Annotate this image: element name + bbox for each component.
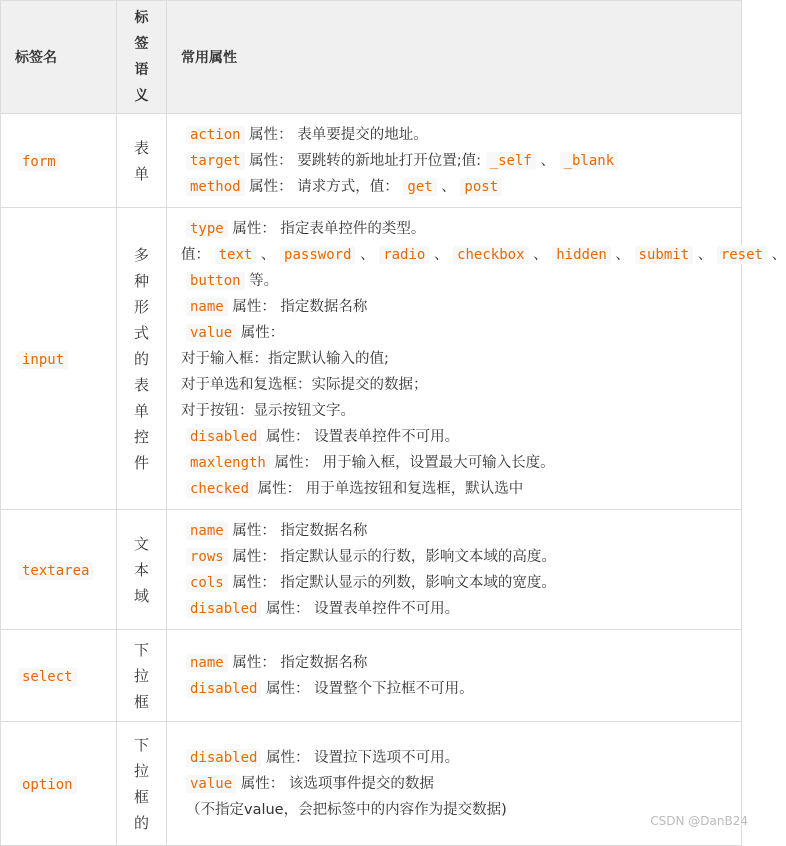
tag-attributes-cell <box>167 510 742 630</box>
attribute-code: disabled <box>186 600 261 618</box>
attribute-text: 属性： 设置表单控件不可用。 <box>261 428 460 445</box>
attribute-code: method <box>186 178 245 196</box>
attribute-line <box>181 346 727 372</box>
tag-semantic-cell <box>117 630 167 722</box>
attribute-code: checkbox <box>453 246 528 264</box>
attribute-text: 属性： 指定默认显示的列数，影响文本域的宽度。 <box>227 574 556 591</box>
attribute-text: 属性： 指定数据名称 <box>227 298 368 315</box>
attribute-code: name <box>186 298 228 316</box>
tag-attributes-cell <box>167 630 742 722</box>
tag-attributes-cell <box>167 208 786 510</box>
attribute-code: _blank <box>560 152 619 170</box>
attribute-text: 属性： 设置整个下拉框不可用。 <box>261 680 474 697</box>
attribute-text: 属性： 指定数据名称 <box>227 654 368 671</box>
attribute-line <box>181 174 727 200</box>
attribute-text: 属性： 指定表单控件的类型。 <box>227 220 426 237</box>
attribute-code: value <box>186 775 236 793</box>
attribute-text: 属性： 指定数据名称 <box>227 522 368 539</box>
attribute-line <box>181 676 727 702</box>
attribute-text: 对于输入框：指定默认输入的值; <box>181 350 389 367</box>
attribute-text: 属性： 表单要提交的地址。 <box>244 126 428 143</box>
attribute-text: 属性： 设置拉下选项不可用。 <box>261 749 460 766</box>
attribute-text: 属性： 要跳转的新地址打开位置;值: <box>244 152 486 169</box>
tag-name: input <box>18 351 68 369</box>
attribute-text: 属性： 用于单选按钮和复选框，默认选中 <box>253 480 524 497</box>
attribute-text: 、 <box>436 178 461 195</box>
attribute-line <box>181 216 727 242</box>
attribute-text: 属性： 设置表单控件不可用。 <box>261 600 460 617</box>
attribute-code: password <box>280 246 355 264</box>
attribute-code: text <box>215 246 257 264</box>
attribute-text: 、 <box>355 246 380 263</box>
tag-name-cell <box>1 722 117 846</box>
tag-name-cell <box>1 114 117 208</box>
tag-semantic-cell <box>117 510 167 630</box>
watermark: CSDN @DanB24 <box>650 814 748 828</box>
attribute-text: 属性： 该选项事件提交的数据 <box>236 775 434 792</box>
attribute-text: 属性： <box>236 324 285 341</box>
tag-semantic-cell <box>117 722 167 846</box>
attribute-line <box>181 320 727 346</box>
attribute-line <box>181 797 727 823</box>
attribute-line <box>181 570 727 596</box>
attribute-code: value <box>186 324 236 342</box>
attribute-line <box>181 242 786 268</box>
attribute-text: 、 <box>256 246 281 263</box>
attribute-code: submit <box>635 246 694 264</box>
attribute-text: 属性： 指定默认显示的行数，影响文本域的高度。 <box>227 548 556 565</box>
attribute-code: rows <box>186 548 228 566</box>
attribute-code: name <box>186 654 228 672</box>
table-row <box>1 208 742 510</box>
table-header-row <box>1 1 742 114</box>
header-tag-name: 标签名 <box>1 1 117 114</box>
attribute-code: disabled <box>186 680 261 698</box>
attribute-code: disabled <box>186 749 261 767</box>
tag-name-cell <box>1 630 117 722</box>
attribute-code: action <box>186 126 245 144</box>
tag-name: select <box>18 668 77 686</box>
table-row <box>1 630 742 722</box>
tag-semantic: 下拉框 <box>133 640 149 711</box>
attribute-line <box>181 268 727 294</box>
attribute-line <box>181 122 727 148</box>
header-common-attributes: 常用属性 <box>167 1 742 114</box>
tag-attributes-cell <box>167 114 742 208</box>
attribute-line <box>181 148 727 174</box>
table-row <box>1 114 742 208</box>
attribute-code: post <box>460 178 502 196</box>
tag-semantic: 表单 <box>133 138 149 183</box>
attribute-code: maxlength <box>186 454 270 472</box>
tag-semantic: 下拉框的 <box>133 735 149 832</box>
tag-name-cell <box>1 510 117 630</box>
attribute-code: type <box>186 220 228 238</box>
attribute-line <box>181 476 727 502</box>
tag-semantic-cell <box>117 114 167 208</box>
tag-name: form <box>18 153 60 171</box>
attribute-text: 值： <box>181 246 215 263</box>
tag-name: option <box>18 776 77 794</box>
attribute-line <box>181 424 727 450</box>
attribute-line <box>181 596 727 622</box>
attribute-code: cols <box>186 574 228 592</box>
attribute-text: 、 <box>429 246 454 263</box>
tag-name: textarea <box>18 562 93 580</box>
attribute-text: 、 <box>610 246 635 263</box>
attribute-code: hidden <box>552 246 611 264</box>
tag-semantic: 文本域 <box>133 534 149 605</box>
attribute-line <box>181 294 727 320</box>
attribute-code: name <box>186 522 228 540</box>
attribute-text: 属性： 请求方式，值： <box>244 178 404 195</box>
table-row <box>1 722 742 846</box>
attribute-code: radio <box>379 246 429 264</box>
attribute-line <box>181 450 727 476</box>
attribute-line <box>181 771 727 797</box>
attribute-line <box>181 372 727 398</box>
tag-name-cell <box>1 208 117 510</box>
attribute-text: 、 <box>693 246 717 263</box>
attribute-line <box>181 518 727 544</box>
header-tag-semantic: 标签语义 <box>117 1 167 114</box>
attribute-code: button <box>186 272 245 290</box>
tag-semantic-cell <box>117 208 167 510</box>
attribute-line <box>181 398 727 424</box>
attribute-code: checked <box>186 480 253 498</box>
attribute-code: reset <box>717 246 767 264</box>
attribute-code: target <box>186 152 245 170</box>
attribute-code: get <box>403 178 436 196</box>
attribute-code: _self <box>486 152 536 170</box>
table-row <box>1 510 742 630</box>
attribute-text: 、 <box>535 152 560 169</box>
attribute-text: （不指定value，会把标签中的内容作为提交数据) <box>186 801 507 818</box>
attribute-text: 对于单选和复选框：实际提交的数据； <box>181 376 428 393</box>
attribute-line <box>181 544 727 570</box>
attribute-text: 、 <box>766 246 786 263</box>
attribute-text: 等。 <box>244 272 279 289</box>
attribute-line <box>181 745 727 771</box>
attribute-text: 对于按钮：显示按钮文字。 <box>181 402 355 419</box>
attribute-line <box>181 650 727 676</box>
tag-semantic: 多种形式的表单控件 <box>133 245 149 472</box>
attribute-text: 、 <box>528 246 553 263</box>
attribute-code: disabled <box>186 428 261 446</box>
attribute-text: 属性： 用于输入框，设置最大可输入长度。 <box>269 454 555 471</box>
